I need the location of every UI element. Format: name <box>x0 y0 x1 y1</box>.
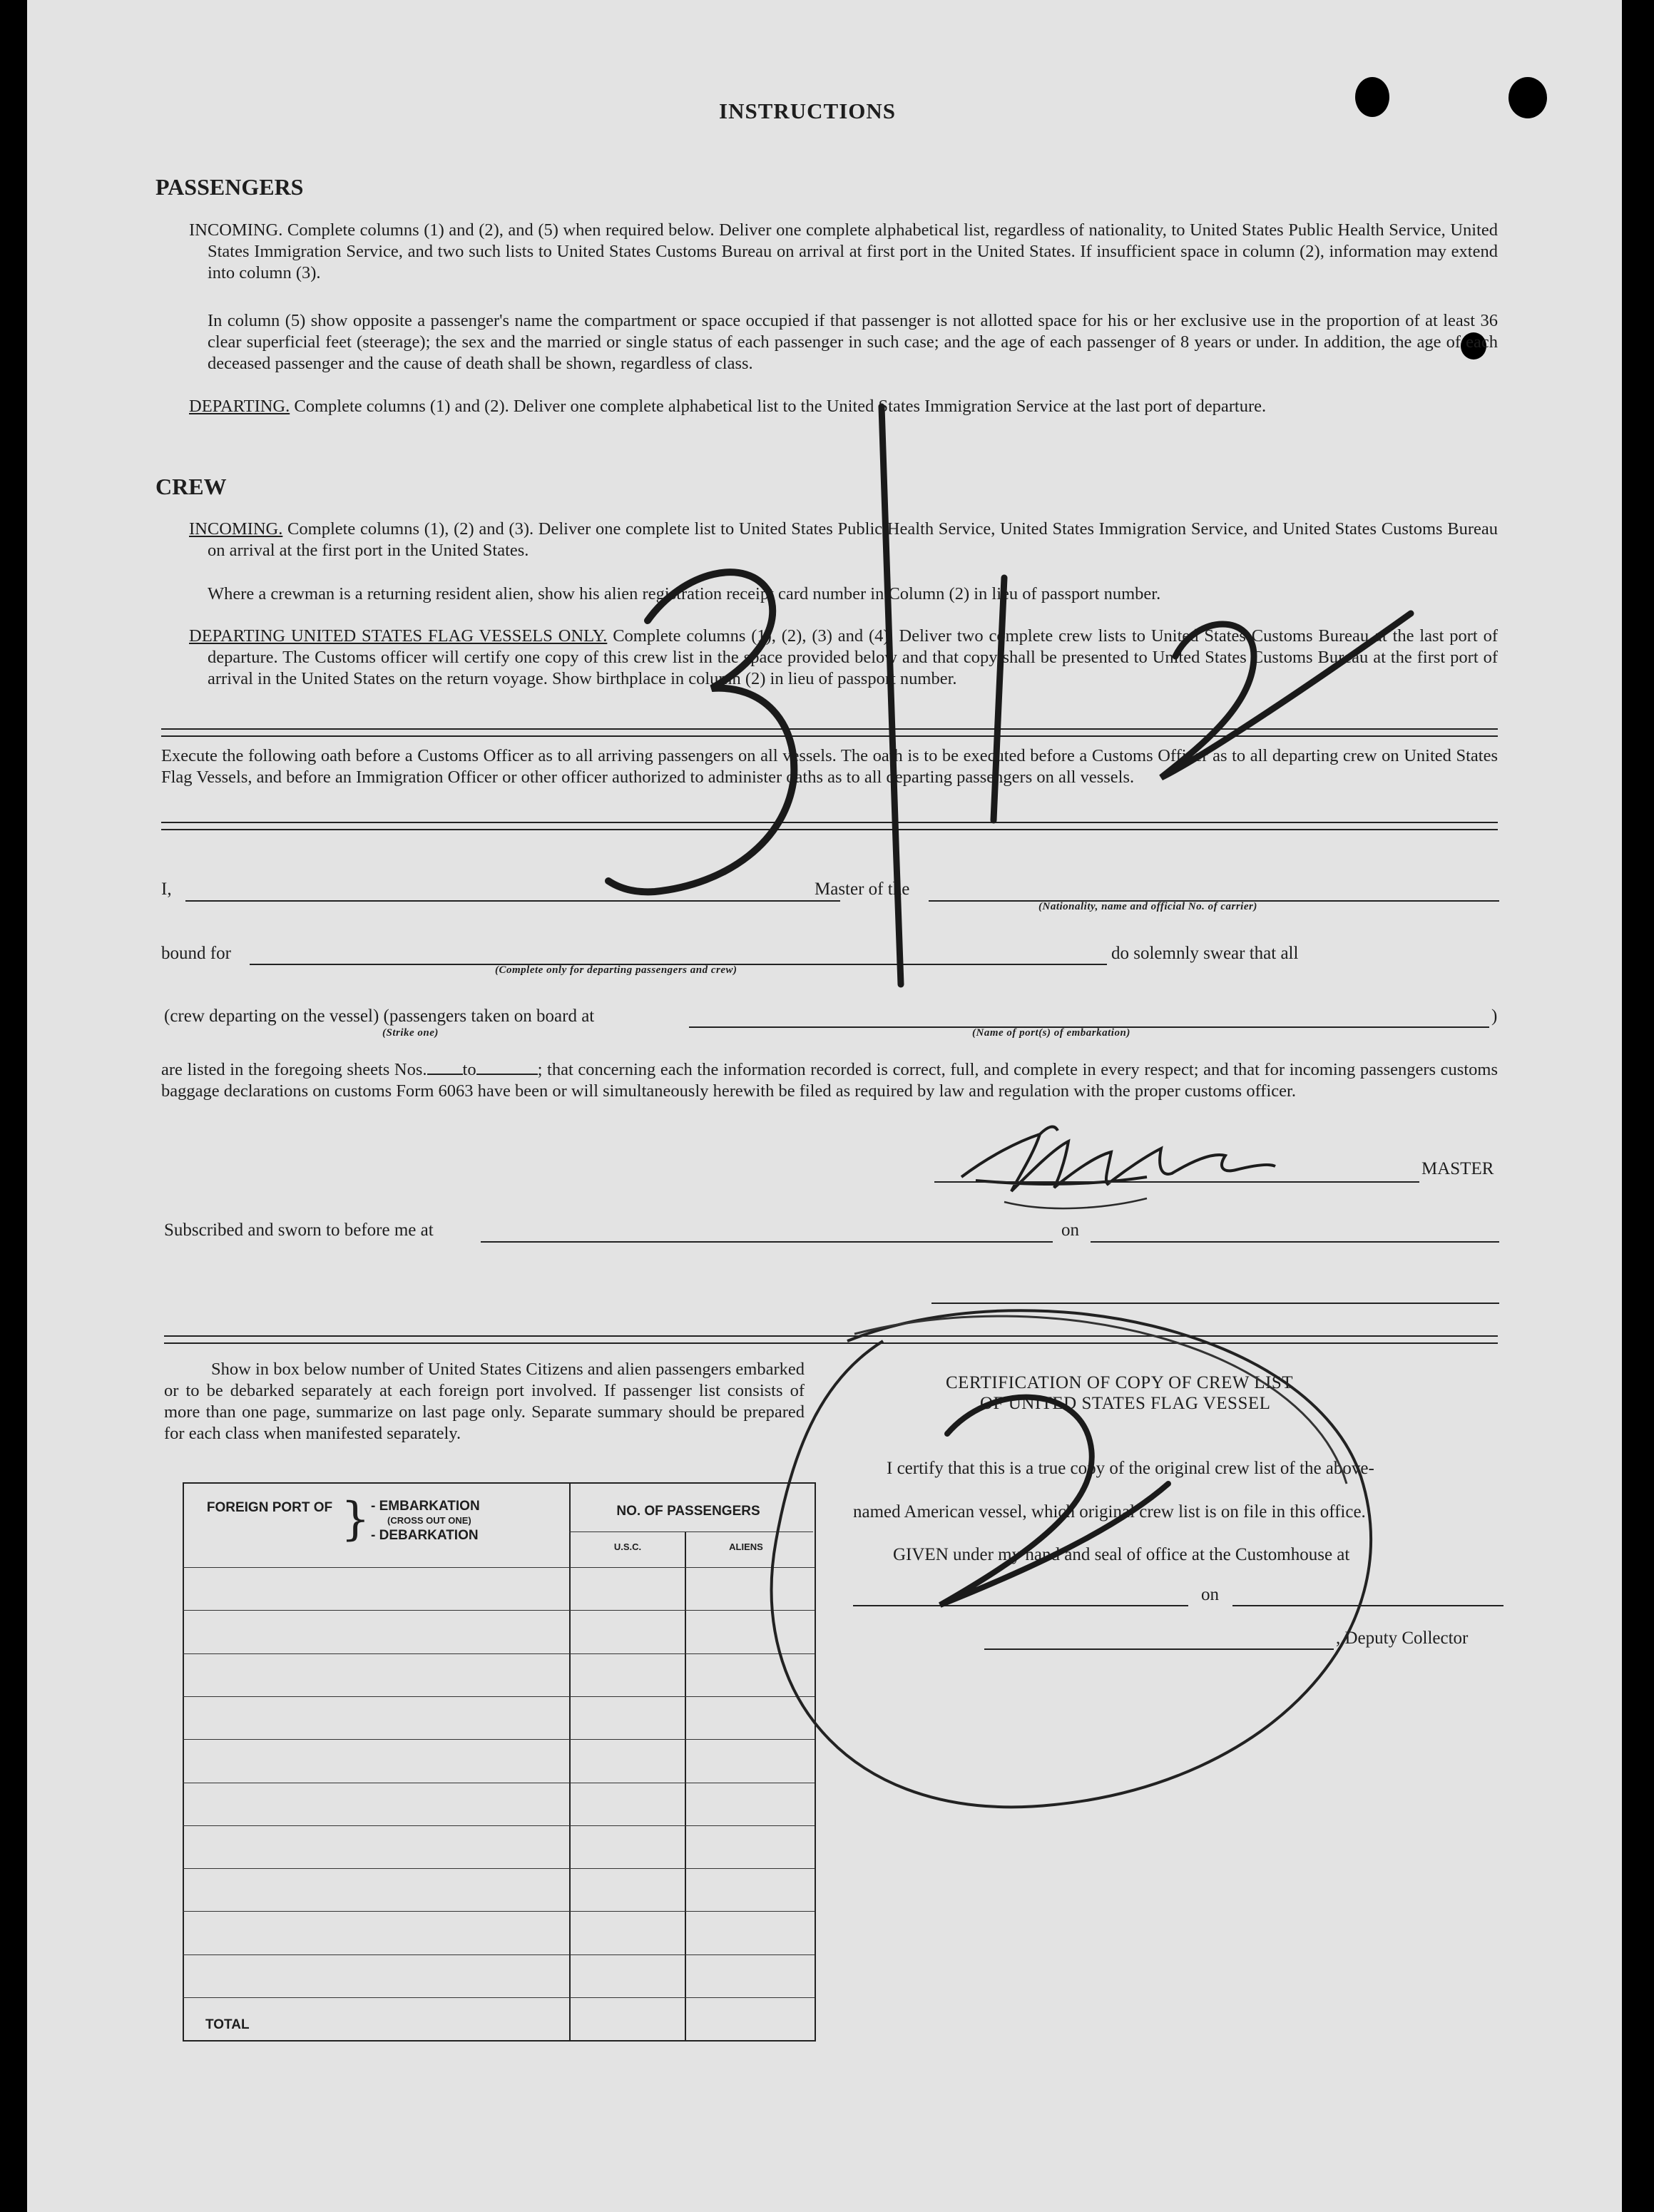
bound-caption: (Complete only for departing passengers and crew) <box>495 964 737 976</box>
crew-departing-label: (crew departing on the vessel) (passengers taken on board at <box>164 1006 595 1026</box>
bound-for-label: bound for <box>161 944 231 963</box>
usc-header: U.S.C. <box>613 1541 642 1552</box>
crew-departing-text: Complete columns (1), (2), (3) and (4). Deliver two complete crew lists to United States Customs Bureau at the last port of departure. The Customs officer will certify one copy of this crew list in the space provided below and that copy shall be presented to United States Customs Bureau at the first port of arrival in the United States on the return voyage. Show birthplace in column (2) in lieu of passport number. <box>208 626 1499 688</box>
passengers-column5-paragraph: In column (5) show opposite a passenger's name the compartment or space occupied if that passenger is not allotted space for his or her exclusive use in the proportion of at least 36 clear superficial feet (steerage); the sex and the married or single status of each passenger in such case; and the age of each passenger of 8 years or under. In addition, the age of each deceased passenger and the cause of death shall be shown, regardless of class. <box>208 311 1498 373</box>
master-label: MASTER <box>1421 1159 1494 1178</box>
passengers-incoming-text: Complete columns (1) and (2), and (5) when required below. Deliver one complete alphabetical list, regardless of nationality, to United States Public Health Service, United States Immigration Service, and two such lists to United States Customs Bureau on arrival at first port in the United States. If insufficient space in column (2), information may extend into column (3). <box>208 220 1498 282</box>
certification-line-2: named American vessel, which original crew list is on file in this office. <box>853 1502 1366 1522</box>
oath-i-label: I, <box>161 880 172 899</box>
crew-heading: CREW <box>155 474 227 499</box>
listed-paragraph: are listed in the foregoing sheets Nos. to ; that concerning each the information recorded is correct, full, and complete in every respect; and that for incoming passengers customs baggage declarations on customs Form 6063 have been or will simultaneously herewith be filed as required by law and regulation with the proper customs officer. <box>161 1060 1498 1101</box>
deputy-collector-label: , Deputy Collector <box>1336 1629 1469 1648</box>
handwritten-circled-number <box>27 0 1622 2212</box>
certification-heading-1: CERTIFICATION OF COPY OF CREW LIST <box>946 1373 1294 1392</box>
total-label: TOTAL <box>205 2017 250 2032</box>
no-of-passengers-header: NO. OF PASSENGERS <box>616 1504 760 1519</box>
master-of-the-label: Master of the <box>815 880 910 899</box>
sworn-on-label: on <box>1061 1220 1079 1240</box>
passengers-heading: PASSENGERS <box>155 174 304 200</box>
summary-instructions: Show in box below number of United States Citizens and alien passengers embarked or to be debarked separately at each foreign port involved. If passenger list consists of more than one page, summarize on last page only. Separate summary should be prepared for each class when manifested separately. <box>164 1360 805 1443</box>
embarkation-header: - EMBARKATION <box>371 1499 480 1514</box>
crew-resident-paragraph: Where a crewman is a returning resident alien, show his alien registration receipt card number in Column (2) in lieu of passport number. <box>208 584 1161 603</box>
passengers-incoming-label: INCOMING. <box>189 220 283 240</box>
certification-line-3: GIVEN under my hand and seal of office at the Customhouse at <box>893 1545 1350 1564</box>
document-page <box>27 0 1622 2212</box>
page-title: INSTRUCTIONS <box>719 98 897 123</box>
passengers-departing-label: DEPARTING. <box>189 397 290 416</box>
certification-line-1: I certify that this is a true copy of the original crew list of the above- <box>887 1459 1374 1478</box>
subscribed-label: Subscribed and sworn to before me at <box>164 1220 434 1240</box>
brace-icon: } <box>341 1493 370 1546</box>
oath-intro-paragraph: Execute the following oath before a Customs Officer as to all arriving passengers on all vessels. The oath is to be executed before a Customs Officer as to all departing crew on United States Flag Vessels, and before an Immigration Officer or other officer authorized to administer oaths as to all departing passengers on all vessels. <box>161 746 1498 787</box>
certification-on-label: on <box>1201 1585 1219 1604</box>
strike-one-caption: (Strike one) <box>382 1027 439 1039</box>
ports-caption: (Name of port(s) of embarkation) <box>972 1027 1130 1039</box>
crew-incoming-label: INCOMING. <box>189 519 283 539</box>
crew-departing-label: DEPARTING UNITED STATES FLAG VESSELS ONLY. <box>189 626 608 646</box>
aliens-header: ALIENS <box>729 1541 763 1552</box>
crew-incoming-text: Complete columns (1), (2) and (3). Deliver one complete list to United States Public Health Service, United States Immigration Service, and United States Customs Bureau on arrival at the first port in the United States. <box>208 519 1499 560</box>
carrier-caption: (Nationality, name and official No. of carrier) <box>1038 901 1257 912</box>
certification-heading-2: OF UNITED STATES FLAG VESSEL <box>980 1394 1271 1413</box>
swear-label: do solemnly swear that all <box>1111 944 1299 963</box>
close-paren: ) <box>1491 1006 1498 1026</box>
cross-out-header: (CROSS OUT ONE) <box>387 1515 471 1526</box>
col-foreign-port-header: FOREIGN PORT OF <box>206 1500 333 1515</box>
passengers-departing-text: Complete columns (1) and (2). Deliver one complete alphabetical list to the United States Immigration Service at the last port of departure. <box>294 397 1267 416</box>
debarkation-header: - DEBARKATION <box>371 1528 479 1543</box>
